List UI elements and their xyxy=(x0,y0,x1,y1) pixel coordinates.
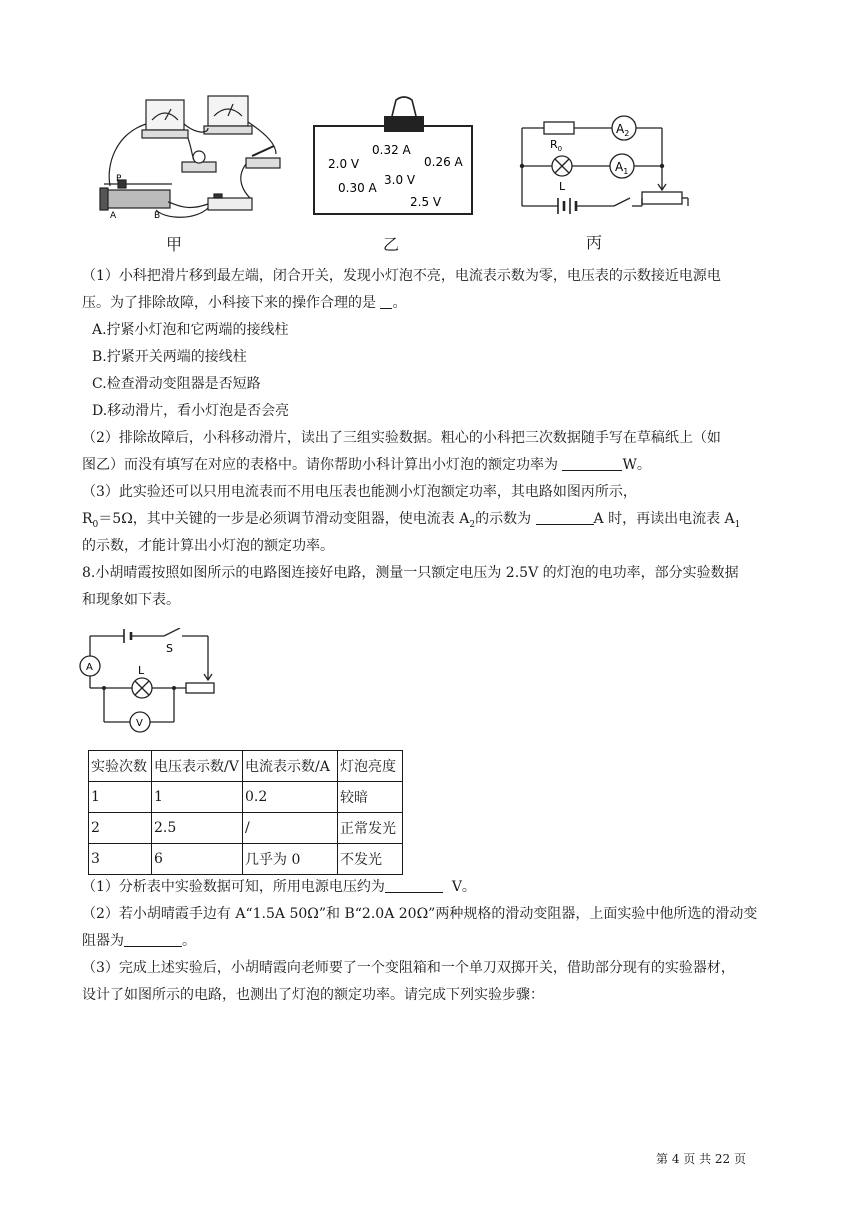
page-footer: 第 4 页 共 22 页 xyxy=(656,1152,746,1166)
table-header: 灯泡亮度 xyxy=(338,751,403,782)
table-row xyxy=(89,813,403,844)
q7-part3-line2: $R_0=5\Omega$，其中关键的一步是必须调节滑动变阻器，使电流表 $A_2$的示数为 A 时，再读出电流表 $A_1$ xyxy=(82,511,741,530)
caption-yi: 乙 xyxy=(383,235,400,254)
caption-bing: 丙 xyxy=(586,233,603,252)
answer-blank xyxy=(536,510,594,525)
label-s: S xyxy=(166,642,173,655)
table-row xyxy=(89,782,403,813)
experiment-table xyxy=(88,750,403,875)
table-cell: 2.5 xyxy=(152,813,243,844)
reading-3: 0.26 A xyxy=(424,155,463,169)
figure-bing-circuit xyxy=(512,110,692,220)
q8-part2-line1: （2）若小胡晴霞手边有 A“1.5A 50Ω”和 B“2.0A 20Ω”两种规格的滑动变阻器，上面实验中他所选的滑动变 xyxy=(82,906,758,922)
reading-1: 0.32 A xyxy=(372,143,411,157)
table-cell: 几乎为 0 xyxy=(243,844,338,875)
table-cell: 2 xyxy=(89,813,152,844)
q8-part3-line2: 设计了如图所示的电路，也测出了灯泡的额定功率。请完成下列实验步骤： xyxy=(82,987,544,1003)
label-voltmeter: V xyxy=(136,718,143,729)
q7-option-a: A.拧紧小灯泡和它两端的接线柱 xyxy=(92,322,289,338)
caption-jia: 甲 xyxy=(166,235,183,254)
table-row xyxy=(89,844,403,875)
label-l: L xyxy=(559,180,566,193)
q7-option-d: D.移动滑片，看小灯泡是否会亮 xyxy=(92,403,290,419)
label-a: A xyxy=(110,211,117,221)
q7-part2-line2: 图乙）而没有填写在对应的表格中。请你帮助小科计算出小灯泡的额定功率为 W。 xyxy=(82,457,651,473)
q8-intro-line2: 和现象如下表。 xyxy=(82,592,180,608)
q7-part2-line1: （2）排除故障后，小科移动滑片，读出了三组实验数据。粗心的小科把三次数据随手写在草稿纸上（如 xyxy=(82,430,721,446)
q7-part1-line2: 压。为了排除故障，小科接下来的操作合理的是 。 xyxy=(82,295,407,311)
answer-blank xyxy=(385,878,443,893)
table-cell: 不发光 xyxy=(338,844,403,875)
table-cell: 3 xyxy=(89,844,152,875)
table-cell: 0.2 xyxy=(243,782,338,813)
q8-part2-line2: 阻器为 。 xyxy=(82,933,196,949)
q7-part3-line1: （3）此实验还可以只用电流表而不用电压表也能测小灯泡额定功率，其电路如图丙所示， xyxy=(82,484,637,500)
q7-part3-line3: 的示数，才能计算出小灯泡的额定功率。 xyxy=(82,538,334,554)
reading-4: 3.0 V xyxy=(384,173,416,187)
table-header-row xyxy=(89,751,403,782)
table-cell: 较暗 xyxy=(338,782,403,813)
table-cell: 6 xyxy=(152,844,243,875)
label-a1: $A_1$ xyxy=(615,160,629,176)
reading-6: 2.5 V xyxy=(410,195,442,209)
figure-jia-apparatus xyxy=(96,94,286,224)
label-p: P xyxy=(116,174,122,184)
answer-blank xyxy=(562,456,622,471)
reading-2: 2.0 V xyxy=(328,157,360,171)
table-cell: 正常发光 xyxy=(338,813,403,844)
q8-part1: （1）分析表中实验数据可知，所用电源电压约为 V。 xyxy=(82,879,476,895)
label-a2: $A_2$ xyxy=(616,122,630,138)
label-ammeter: A xyxy=(86,662,93,673)
q8-part3-line1: （3）完成上述实验后，小胡晴霞向老师要了一个变阻箱和一个单刀双掷开关，借助部分现有的实验器材， xyxy=(82,960,735,976)
q7-option-b: B.拧紧开关两端的接线柱 xyxy=(92,349,247,365)
table-cell: 1 xyxy=(152,782,243,813)
answer-blank xyxy=(124,932,182,947)
reading-5: 0.30 A xyxy=(338,181,377,195)
table-header: 实验次数 xyxy=(89,751,152,782)
q7-option-c: C.检查滑动变阻器是否短路 xyxy=(92,376,261,392)
table-header: 电流表示数/A xyxy=(243,751,338,782)
q7-part1-line1: （1）小科把滑片移到最左端，闭合开关，发现小灯泡不亮，电流表示数为零，电压表的示数接近电源电 xyxy=(82,268,721,284)
label-l: L xyxy=(138,664,145,677)
answer-blank xyxy=(380,294,392,309)
table-cell: 1 xyxy=(89,782,152,813)
figure-yi-note xyxy=(312,96,474,218)
label-b: B xyxy=(154,211,161,221)
label-r0: $R_0$ xyxy=(550,138,563,153)
table-header: 电压表示数/V xyxy=(152,751,243,782)
q8-intro-line1: 8.小胡晴霞按照如图所示的电路图连接好电路，测量一只额定电压为 2.5V 的灯泡的电功率，部分实验数据 xyxy=(82,565,739,581)
figure-q8-circuit xyxy=(78,628,218,738)
table-cell: / xyxy=(243,813,338,844)
